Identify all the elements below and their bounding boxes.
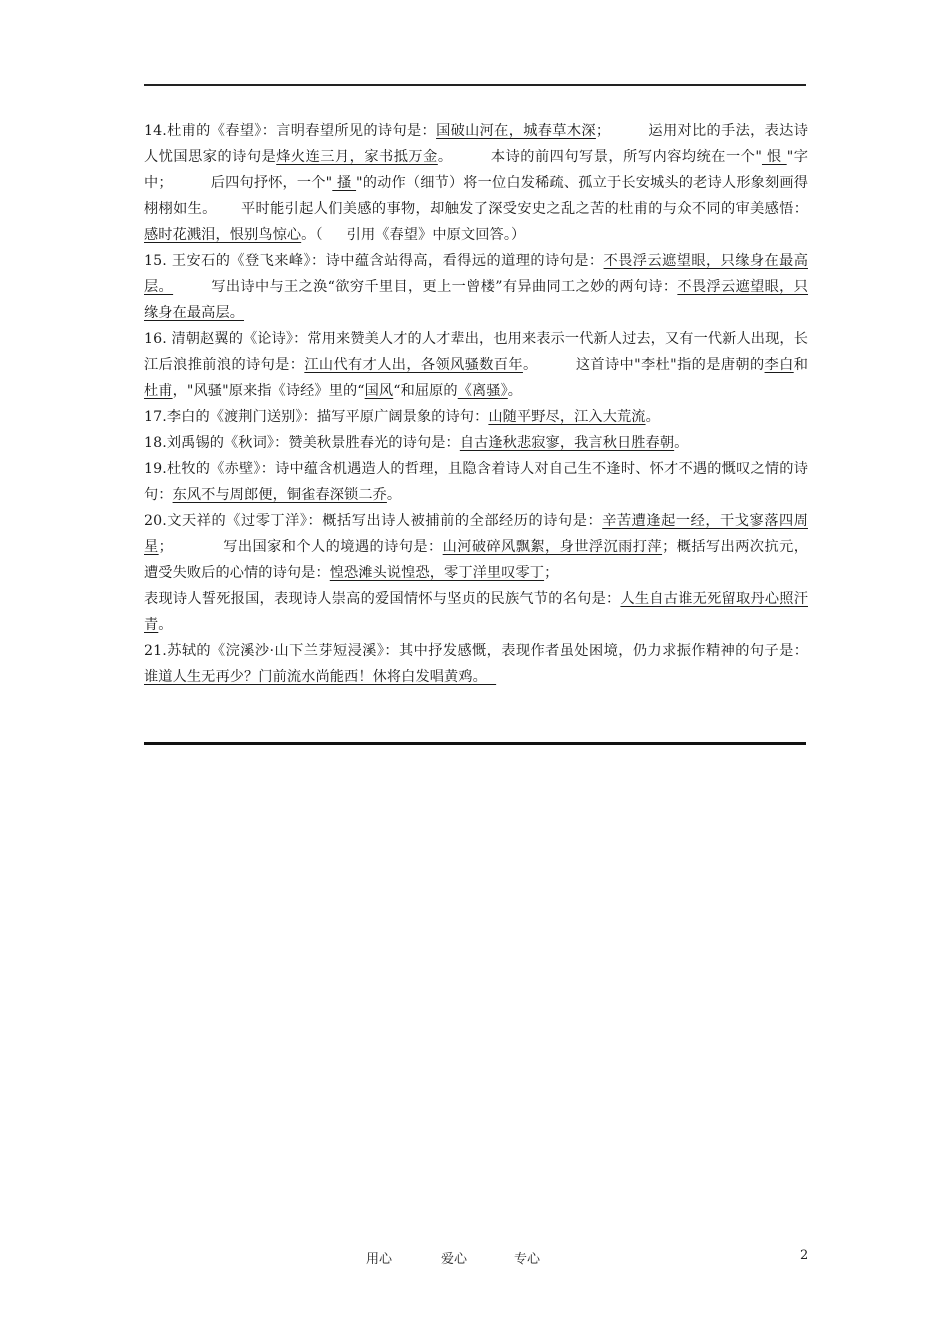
answer: 山随平野尽，江入大荒流 xyxy=(488,409,646,425)
answer: 东风不与周郎便，铜雀春深锁二乔 xyxy=(172,487,387,503)
answer: 不畏浮云遮望眼，只缘身在最高层。 xyxy=(144,279,809,321)
page-number: 2 xyxy=(800,1248,809,1263)
answer: 山河破碎风飘絮，身世浮沉雨打萍 xyxy=(442,539,663,555)
question-19: 19.杜牧的《赤壁》：诗中蕴含机遇造人的哲理，且隐含着诗人对自己生不逢时、怀才不遇的慨叹之情的诗句：东风不与周郎便，铜雀春深锁二乔。 xyxy=(144,461,808,503)
answer: 辛苦遭逢起一经，干戈寥落四周星 xyxy=(144,513,808,555)
answer: 《离骚》 xyxy=(457,383,508,399)
footer-rule xyxy=(144,742,806,745)
answer: 国风 xyxy=(364,383,394,399)
question-18: 18.刘禹锡的《秋词》：赞美秋景胜春光的诗句是：自古逢秋悲寂寥，我言秋日胜春朝。 xyxy=(144,435,689,451)
answer: 自古逢秋悲寂寥，我言秋日胜春朝 xyxy=(459,435,675,451)
answer: 杜甫 xyxy=(144,383,173,399)
footer-text-2: 爱心 xyxy=(441,1252,468,1267)
answer: 搔 xyxy=(332,175,357,191)
answer: 李白 xyxy=(764,357,794,373)
question-15: 15. 王安石的《登飞来峰》：诗中蕴含站得高，看得远的道理的诗句是：不畏浮云遮望眼，只缘身在最高层。 写出诗中与王之涣“欲穷千里目，更上一曾楼”有异曲同工之妙的两句诗：不畏浮云遮望眼，只缘身在最高层。 xyxy=(144,253,809,321)
answer: 烽火连三月，家书抵万金 xyxy=(276,149,438,165)
answer: 江山代有才人出，各领风骚数百年 xyxy=(304,357,523,373)
answer: 人生自古谁无死留取丹心照汗青 xyxy=(144,591,808,633)
footer-text-1: 用心 xyxy=(366,1252,393,1267)
question-14: 14.杜甫的《春望》：言明春望所见的诗句是：国破山河在，城春草木深； 运用对比的手法，表达诗人忧国思家的诗句是烽火连三月，家书抵万金。 本诗的前四句写景，所写内容均统在一个" 恨 "字中； 后四句抒怀，一个" 搔 "的动作（细节）将一位白发稀疏、孤立于长安城头的老诗人形象刻画得栩栩如生。 平时能引起人们美感的事物，却触发了深受安史之乱之苦的杜甫的与众不同的审美感悟： 感时花溅泪，恨别鸟惊心。（ 引用《春望》中原文回答。） xyxy=(144,123,809,243)
answer: 感时花溅泪，恨别鸟惊心 xyxy=(144,227,302,243)
question-21: 21.苏轼的《浣溪沙·山下兰芽短浸溪》：其中抒发感慨，表现作者虽处困境，仍力求振作精神的句子是：谁道人生无再少？门前流水尚能西！休将白发唱黄鸡。 xyxy=(144,643,808,685)
answer: 国破山河在，城春草木深 xyxy=(436,123,596,139)
header-rule xyxy=(144,84,806,86)
question-20: 20.文天祥的《过零丁洋》：概括写出诗人被捕前的全部经历的诗句是：辛苦遭逢起一经，干戈寥落四周星； 写出国家和个人的境遇的诗句是：山河破碎风飘絮，身世浮沉雨打萍；概括写出两次抗元，遭受失败后的心情的诗句是：惶恐滩头说惶恐，零丁洋里叹零丁； 表现诗人誓死报国，表现诗人崇高的爱国情怀与坚贞的民族气节的名句是：人生自古谁无死留取丹心照汗青。 xyxy=(144,513,808,633)
answer: 不畏浮云遮望眼，只缘身在最高层。 xyxy=(144,253,808,295)
answer: 谁道人生无再少？门前流水尚能西！休将白发唱黄鸡。 xyxy=(144,669,497,685)
answer: 惶恐滩头说惶恐，零丁洋里叹零丁 xyxy=(329,565,545,581)
answer: 恨 xyxy=(761,149,787,165)
question-17: 17.李白的《渡荆门送别》：描写平原广阔景象的诗句：山随平野尽，江入大荒流。 xyxy=(144,409,660,425)
question-16: 16. 清朝赵翼的《论诗》：常用来赞美人才的人才辈出，也用来表示一代新人过去，又有一代新人出现，长江后浪推前浪的诗句是：江山代有才人出，各领风骚数百年。 这首诗中"李杜"指的是唐朝的李白和杜甫，"风骚"原来指《诗经》里的“国风“和屈原的《离骚》。 xyxy=(144,331,808,399)
footer-text-3: 专心 xyxy=(514,1252,541,1267)
document-body xyxy=(144,118,808,690)
